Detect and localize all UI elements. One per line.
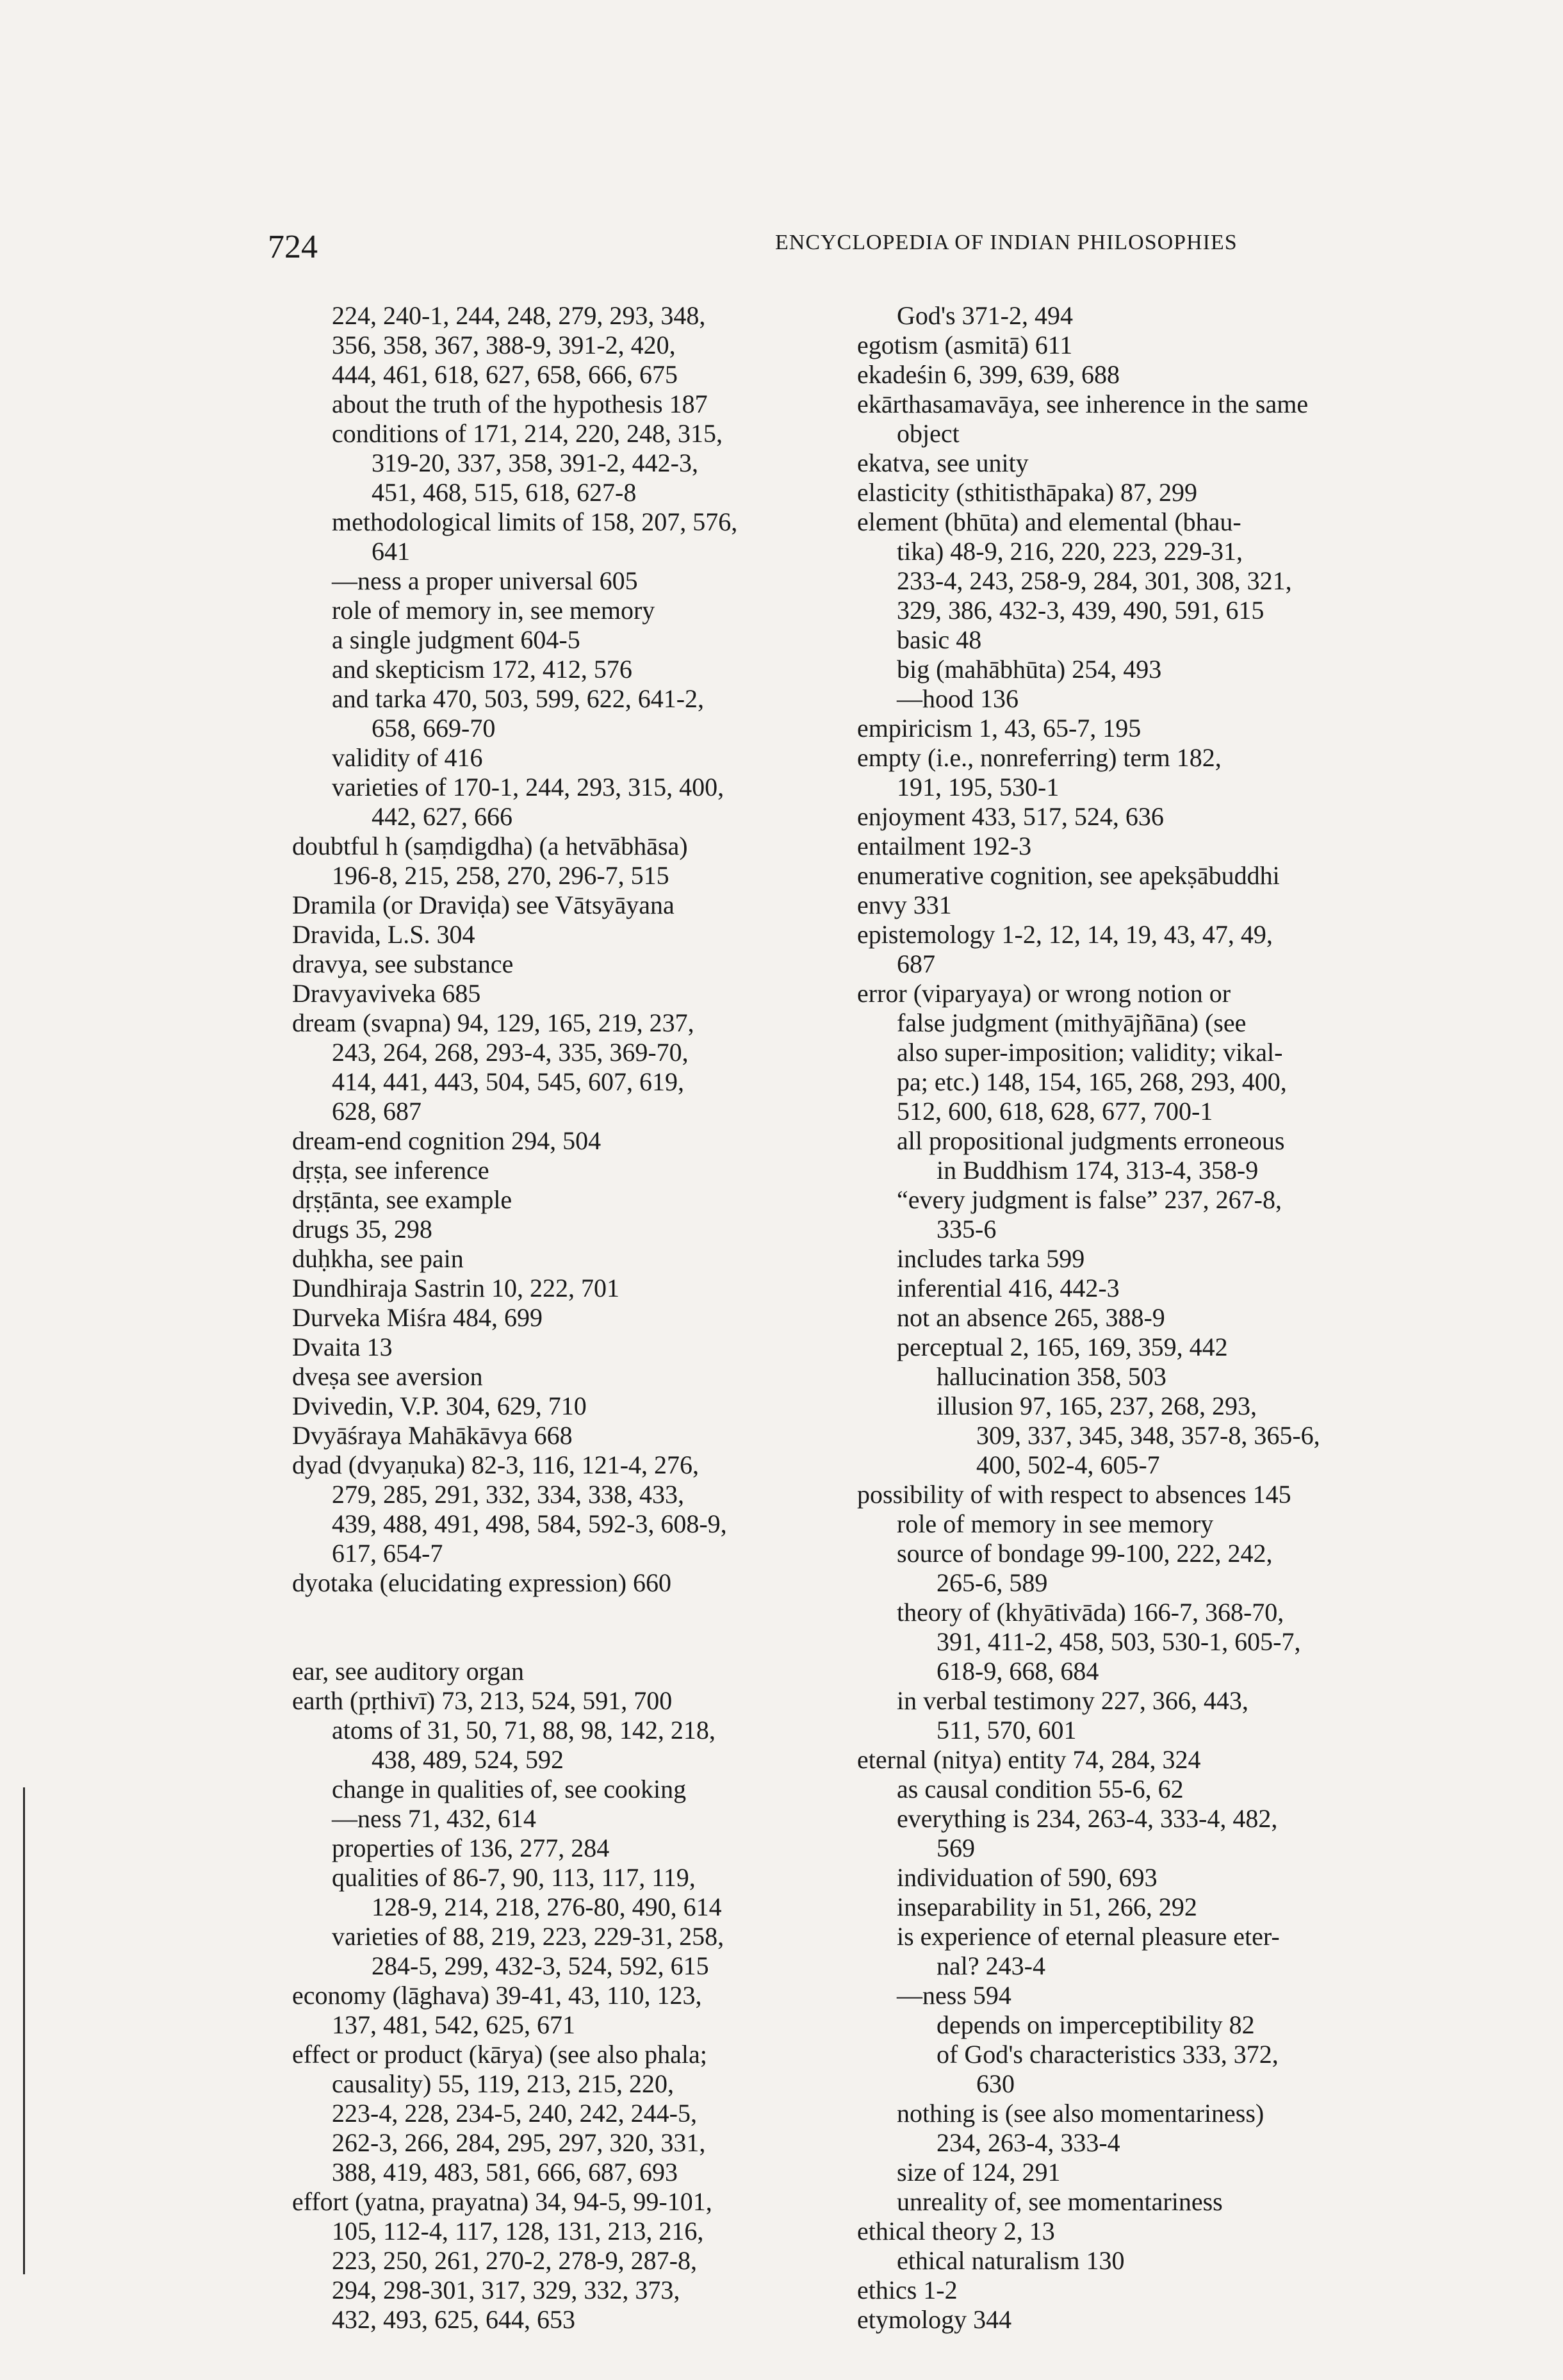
index-subentry: hallucination 358, 503 — [937, 1362, 1166, 1391]
index-subentry: varieties of 88, 219, 223, 229-31, 258, — [332, 1922, 724, 1951]
index-subentry: 658, 669-70 — [372, 714, 496, 743]
index-subentry: 335-6 — [937, 1215, 997, 1243]
index-subentry: nothing is (see also momentariness) — [897, 2099, 1264, 2128]
index-entry: effect or product (kārya) (see also phala; — [292, 2040, 707, 2069]
index-subentry: in verbal testimony 227, 366, 443, — [897, 1686, 1248, 1715]
index-subentry: big (mahābhūta) 254, 493 — [897, 655, 1162, 684]
index-subentry: individuation of 590, 693 — [897, 1863, 1158, 1892]
index-entry: empiricism 1, 43, 65-7, 195 — [857, 714, 1142, 743]
index-subentry: also super-imposition; validity; vikal- — [897, 1038, 1283, 1067]
index-subentry: 319-20, 337, 358, 391-2, 442-3, — [372, 448, 698, 477]
index-subentry: 223-4, 228, 234-5, 240, 242, 244-5, — [332, 2099, 697, 2128]
index-entry: error (viparyaya) or wrong notion or — [857, 979, 1231, 1008]
index-entry: Dvyāśraya Mahākāvya 668 — [292, 1421, 573, 1450]
index-subentry: includes tarka 599 — [897, 1244, 1085, 1273]
index-subentry: qualities of 86-7, 90, 113, 117, 119, — [332, 1863, 696, 1892]
index-entry: ethical theory 2, 13 — [857, 2217, 1055, 2245]
index-subentry: 279, 285, 291, 332, 334, 338, 433, — [332, 1480, 684, 1509]
index-subentry: 191, 195, 530-1 — [897, 773, 1060, 801]
index-subentry: 128-9, 214, 218, 276-80, 490, 614 — [372, 1892, 722, 1921]
index-entry: dveṣa see aversion — [292, 1362, 483, 1391]
index-subentry: and skepticism 172, 412, 576 — [332, 655, 632, 684]
index-entry: envy 331 — [857, 890, 952, 919]
index-subentry: —hood 136 — [897, 684, 1019, 713]
index-subentry: 630 — [976, 2069, 1015, 2098]
page-edge-mark — [23, 1787, 25, 2274]
index-subentry: size of 124, 291 — [897, 2158, 1061, 2187]
index-entry: Durveka Miśra 484, 699 — [292, 1303, 543, 1332]
index-entry: element (bhūta) and elemental (bhau- — [857, 507, 1241, 536]
index-entry: ethics 1-2 — [857, 2276, 958, 2304]
index-column-left — [292, 301, 837, 2335]
index-subentry: conditions of 171, 214, 220, 248, 315, — [332, 419, 723, 448]
index-subentry: properties of 136, 277, 284 — [332, 1834, 610, 1862]
index-subentry: 265-6, 589 — [937, 1568, 1048, 1597]
index-entry: ear, see auditory organ — [292, 1657, 524, 1686]
index-subentry: 105, 112-4, 117, 128, 131, 213, 216, — [332, 2217, 704, 2245]
index-subentry: 687 — [897, 949, 935, 978]
index-subentry: methodological limits of 158, 207, 576, — [332, 507, 738, 536]
index-entry: drugs 35, 298 — [292, 1215, 432, 1243]
index-entry: economy (lāghava) 39-41, 43, 110, 123, — [292, 1981, 702, 2010]
index-subentry: 309, 337, 345, 348, 357-8, 365-6, — [976, 1421, 1320, 1450]
index-subentry: varieties of 170-1, 244, 293, 315, 400, — [332, 773, 724, 801]
index-subentry: nal? 243-4 — [937, 1951, 1045, 1980]
index-subentry: as causal condition 55-6, 62 — [897, 1775, 1184, 1803]
running-head: ENCYCLOPEDIA OF INDIAN PHILOSOPHIES — [775, 231, 1238, 254]
index-subentry: 628, 687 — [332, 1097, 421, 1126]
index-subentry: 439, 488, 491, 498, 584, 592-3, 608-9, — [332, 1509, 727, 1538]
index-subentry: 391, 411-2, 458, 503, 530-1, 605-7, — [937, 1627, 1301, 1656]
index-entry: elasticity (sthitisthāpaka) 87, 299 — [857, 478, 1197, 507]
index-subentry: 223, 250, 261, 270-2, 278-9, 287-8, — [332, 2246, 697, 2275]
index-subentry: 356, 358, 367, 388-9, 391-2, 420, — [332, 331, 676, 359]
index-subentry: perceptual 2, 165, 169, 359, 442 — [897, 1333, 1228, 1361]
index-subentry: source of bondage 99-100, 222, 242, — [897, 1539, 1273, 1568]
index-entry: possibility of with respect to absences 145 — [857, 1480, 1291, 1509]
index-subentry: atoms of 31, 50, 71, 88, 98, 142, 218, — [332, 1716, 716, 1744]
index-entry: doubtful h (saṃdigdha) (a hetvābhāsa) — [292, 832, 688, 860]
index-entry: Dvaita 13 — [292, 1333, 393, 1361]
index-entry: eternal (nitya) entity 74, 284, 324 — [857, 1745, 1201, 1774]
index-subentry: 234, 263-4, 333-4 — [937, 2128, 1120, 2157]
index-entry: duḥkha, see pain — [292, 1244, 464, 1273]
index-subentry: 444, 461, 618, 627, 658, 666, 675 — [332, 360, 678, 389]
index-subentry: is experience of eternal pleasure eter- — [897, 1922, 1280, 1951]
index-subentry: 618-9, 668, 684 — [937, 1657, 1099, 1686]
index-subentry: a single judgment 604-5 — [332, 625, 580, 654]
index-subentry: —ness 594 — [897, 1981, 1011, 2010]
index-entry: dream-end cognition 294, 504 — [292, 1126, 601, 1155]
index-entry: egotism (asmitā) 611 — [857, 331, 1073, 359]
index-subentry: role of memory in, see memory — [332, 596, 655, 625]
index-subentry: depends on imperceptibility 82 — [937, 2010, 1255, 2039]
index-entry: dyad (dvyaṇuka) 82-3, 116, 121-4, 276, — [292, 1450, 700, 1479]
index-entry: Dvivedin, V.P. 304, 629, 710 — [292, 1391, 587, 1420]
index-subentry: 641 — [372, 537, 410, 566]
index-entry: dravya, see substance — [292, 949, 514, 978]
index-subentry: 329, 386, 432-3, 439, 490, 591, 615 — [897, 596, 1264, 625]
index-subentry: about the truth of the hypothesis 187 — [332, 390, 708, 418]
index-subentry: illusion 97, 165, 237, 268, 293, — [937, 1391, 1257, 1420]
index-subentry: 442, 627, 666 — [372, 802, 512, 831]
index-subentry: unreality of, see momentariness — [897, 2187, 1223, 2216]
index-subentry: —ness 71, 432, 614 — [332, 1804, 536, 1833]
index-subentry: inseparability in 51, 266, 292 — [897, 1892, 1197, 1921]
index-subentry: 400, 502-4, 605-7 — [976, 1450, 1160, 1479]
index-entry: dṛṣṭa, see inference — [292, 1156, 489, 1185]
index-subentry: 196-8, 215, 258, 270, 296-7, 515 — [332, 861, 669, 890]
index-subentry: not an absence 265, 388-9 — [897, 1303, 1165, 1332]
index-entry: Dravida, L.S. 304 — [292, 920, 475, 949]
index-column-right — [857, 301, 1409, 2335]
index-subentry: everything is 234, 263-4, 333-4, 482, — [897, 1804, 1278, 1833]
index-subentry: —ness a proper universal 605 — [332, 566, 638, 595]
index-subentry: 233-4, 243, 258-9, 284, 301, 308, 321, — [897, 566, 1292, 595]
index-subentry: tika) 48-9, 216, 220, 223, 229-31, — [897, 537, 1243, 566]
index-subentry: pa; etc.) 148, 154, 165, 268, 293, 400, — [897, 1067, 1287, 1096]
index-subentry: 451, 468, 515, 618, 627-8 — [372, 478, 637, 507]
index-entry: dream (svapna) 94, 129, 165, 219, 237, — [292, 1008, 694, 1037]
index-subentry: of God's characteristics 333, 372, — [937, 2040, 1279, 2069]
index-subentry: 243, 264, 268, 293-4, 335, 369-70, — [332, 1038, 689, 1067]
index-subentry: 617, 654-7 — [332, 1539, 443, 1568]
index-subentry: and tarka 470, 503, 599, 622, 641-2, — [332, 684, 705, 713]
index-entry: etymology 344 — [857, 2305, 1012, 2334]
index-entry: enjoyment 433, 517, 524, 636 — [857, 802, 1164, 831]
index-entry: Dravyaviveka 685 — [292, 979, 481, 1008]
index-subentry: 414, 441, 443, 504, 545, 607, 619, — [332, 1067, 684, 1096]
index-subentry: 432, 493, 625, 644, 653 — [332, 2305, 575, 2334]
index-subentry: 294, 298-301, 317, 329, 332, 373, — [332, 2276, 680, 2304]
index-entry: earth (pṛthivī) 73, 213, 524, 591, 700 — [292, 1686, 673, 1715]
index-entry: Dundhiraja Sastrin 10, 222, 701 — [292, 1274, 620, 1302]
index-subentry: all propositional judgments erroneous — [897, 1126, 1285, 1155]
index-subentry: 284-5, 299, 432-3, 524, 592, 615 — [372, 1951, 709, 1980]
index-subentry: object — [897, 419, 960, 448]
index-subentry: in Buddhism 174, 313-4, 358-9 — [937, 1156, 1259, 1185]
index-subentry: causality) 55, 119, 213, 215, 220, — [332, 2069, 675, 2098]
index-subentry: 511, 570, 601 — [937, 1716, 1077, 1744]
section-gap — [292, 1598, 837, 1657]
index-entry: empty (i.e., nonreferring) term 182, — [857, 743, 1222, 772]
index-subentry: theory of (khyātivāda) 166-7, 368-70, — [897, 1598, 1284, 1627]
index-subentry: 388, 419, 483, 581, 666, 687, 693 — [332, 2158, 678, 2187]
index-entry: enumerative cognition, see apekṣābuddhi — [857, 861, 1280, 890]
index-subentry: 569 — [937, 1834, 975, 1862]
index-entry: epistemology 1-2, 12, 14, 19, 43, 47, 49, — [857, 920, 1273, 949]
index-subentry: false judgment (mithyājñāna) (see — [897, 1008, 1247, 1037]
index-entry: ekadeśin 6, 399, 639, 688 — [857, 360, 1120, 389]
index-subentry: 262-3, 266, 284, 295, 297, 320, 331, — [332, 2128, 706, 2157]
index-entry: Dramila (or Draviḍa) see Vātsyāyana — [292, 890, 675, 919]
index-subentry: basic 48 — [897, 625, 982, 654]
index-subentry: 438, 489, 524, 592 — [372, 1745, 564, 1774]
index-entry: dṛṣṭānta, see example — [292, 1185, 512, 1214]
index-subentry: validity of 416 — [332, 743, 483, 772]
index-entry: dyotaka (elucidating expression) 660 — [292, 1568, 672, 1597]
index-entry: effort (yatna, prayatna) 34, 94-5, 99-101, — [292, 2187, 712, 2216]
index-entry: ekatva, see unity — [857, 448, 1029, 477]
index-subentry: change in qualities of, see cooking — [332, 1775, 687, 1803]
index-subentry: ethical naturalism 130 — [897, 2246, 1125, 2275]
page-number: 724 — [268, 229, 318, 265]
index-subentry: 224, 240-1, 244, 248, 279, 293, 348, — [332, 301, 706, 330]
index-entry: ekārthasamavāya, see inherence in the same — [857, 390, 1309, 418]
index-subentry: “every judgment is false” 237, 267-8, — [897, 1185, 1282, 1214]
index-subentry: role of memory in see memory — [897, 1509, 1214, 1538]
index-subentry: 137, 481, 542, 625, 671 — [332, 2010, 575, 2039]
index-subentry: 512, 600, 618, 628, 677, 700-1 — [897, 1097, 1213, 1126]
index-entry: entailment 192-3 — [857, 832, 1032, 860]
index-subentry: God's 371-2, 494 — [897, 301, 1073, 330]
index-subentry: inferential 416, 442-3 — [897, 1274, 1120, 1302]
